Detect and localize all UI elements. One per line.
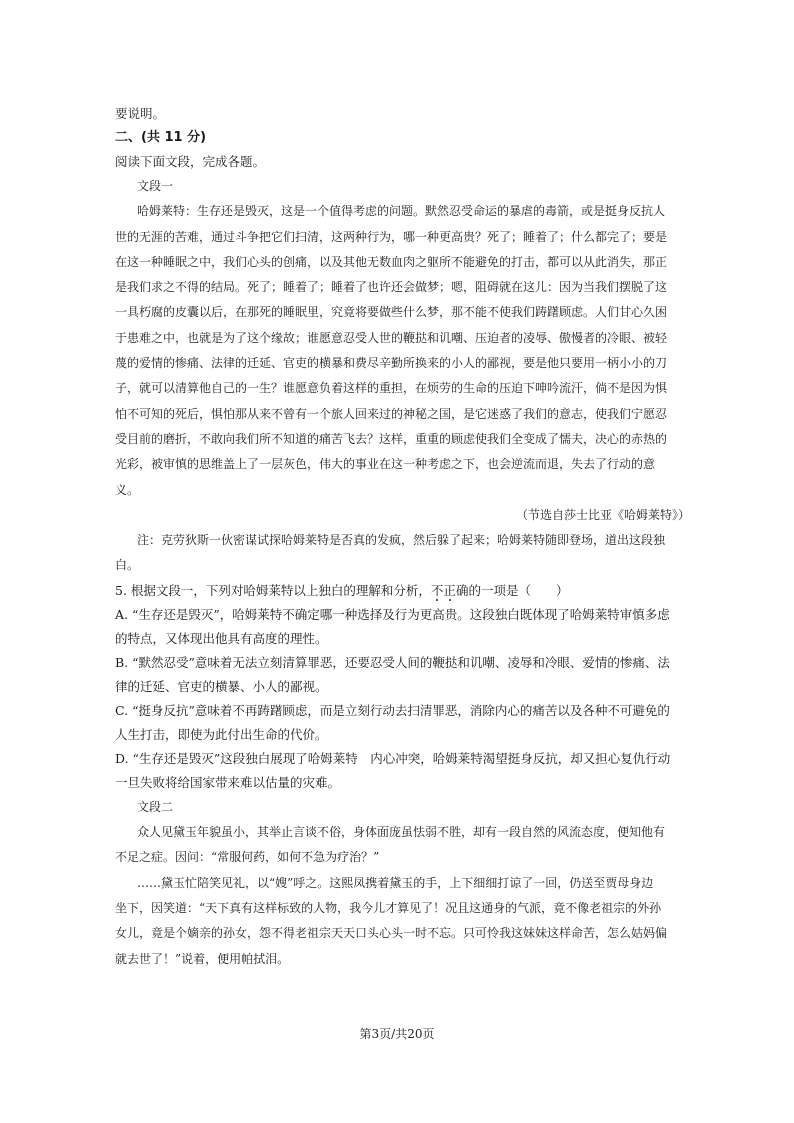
passage2-line: 坐下，因笑道：“天下真有这样标致的人物，我今儿才算见了！况且这通身的气派，竟不像老祖宗的外孙: [115, 900, 662, 915]
passage2-line: 众人见黛玉年貌虽小，其举止言谈不俗，身体面庞虽怯弱不胜，却有一段自然的风流态度，便知他有: [137, 825, 666, 840]
passage1-note: 白。: [115, 558, 140, 573]
question-stem: [115, 579, 690, 603]
passage2-line: 女儿，竟是个嫡亲的孙女，怨不得老祖宗天天口头心头一时不忘。只可怜我这妹妹这样命苦，怎么姑妈偏: [115, 926, 668, 941]
passage1-line: 世的无涯的苦难，通过斗争把它们扫清，这两种行为，哪一种更高贵？死了；睡着了；什么都完了；要是: [115, 229, 668, 244]
passage1-line: 受目前的磨折，不敢向我们所不知道的痛苦飞去？这样，重重的顾虑使我们全变成了懦夫，决心的赤热的: [115, 431, 668, 446]
passage1-line: 怕不可知的死后，惧怕那从来不曾有一个旅人回来过的神秘之国，是它迷惑了我们的意志，使我们宁愿忍: [115, 406, 668, 421]
passage1-line: 哈姆莱特：生存还是毁灭，这是一个值得考虑的问题。默然忍受命运的暴虐的毒箭，或是挺身反抗人: [137, 204, 666, 219]
option-c: C. “挺身反抗”意味着不再踌躇顾虑，而是立刻行动去扫清罪恶，消除内心的痛苦以及各种不可避免的: [115, 702, 670, 718]
passage2-line: ……黛玉忙陪笑见礼，以“嫂”呼之。这熙凤携着黛玉的手，上下细细打谅了一回，仍送至贾母身边: [137, 875, 654, 890]
passage1-line: 是我们求之不得的结局。死了；睡着了；睡着了也许还会做梦；嗯，阻碍就在这儿：因为当我们摆脱了这: [115, 280, 668, 295]
option-c-cont: 人生打击，即使为此付出生命的代价。: [115, 726, 328, 742]
passage1-line: 在这一种睡眠之中，我们心头的创痛，以及其他无数血肉之躯所不能避免的打击，都可以从此消失，那正: [115, 254, 668, 269]
option-d-cont: 一旦失败将给国家带来难以估量的灾难。: [115, 774, 341, 790]
passage1-source: （节选自莎士比亚《哈姆莱特》）: [515, 507, 690, 522]
option-a: A. “生存还是毁灭”，哈姆莱特不确定哪一种选择及行为更高贵。这段独白既体现了哈姆莱特审慎多虑: [115, 606, 670, 622]
passage1-line: 一具朽腐的皮囊以后，在那死的睡眠里，究竟将要做些什么梦，那不能不使我们踌躇顾虑。人们甘心久困: [115, 305, 668, 320]
section-title: 二、(共 11 分): [115, 130, 207, 145]
passage1-heading: 文段一: [137, 179, 174, 193]
passage2-heading: 文段二: [137, 799, 174, 814]
passage2-line: 不足之症。因问：“常服何药，如何不急为疗治？”: [115, 850, 380, 865]
passage1-text: [115, 199, 690, 503]
emphasis-dot-char: 正: [443, 582, 456, 598]
option-b: B. “默然忍受”意味着无法立刻清算罪恶，还要忍受人间的鞭挞和讥嘲、凌辱和冷眼、爱情的惨痛、法: [115, 654, 670, 670]
option-d: D. “生存还是毁灭”这段独白展现了哈姆莱特 内心冲突，哈姆莱特渴望挺身反抗，却又担心复仇行动: [115, 750, 671, 766]
option-b-cont: 律的迁延、官吏的横暴、小人的鄙视。: [115, 678, 328, 694]
passage1-line: 义。: [115, 482, 140, 497]
passage1-note: 注：克劳狄斯一伙密谋试探哈姆莱特是否真的发疯，然后躲了起来；哈姆莱特随即登场，道出这段独: [137, 533, 666, 548]
passage1-line: 光彩，被审慎的思维盖上了一层灰色，伟大的事业在这一种考虑之下，也会逆流而退，失去了行动的意: [115, 457, 656, 472]
question-stem-prefix: 5. 根据文段一，下列对哈姆莱特以上独白的理解和分析，: [115, 582, 431, 598]
emphasis-dot-char: 不: [430, 582, 444, 598]
passage2-line: 就去世了！”说着，便用帕拭泪。: [115, 951, 290, 966]
question-stem-suffix: 确的一项是（ ）: [455, 582, 569, 598]
instruction: 阅读下面文段，完成各题。: [115, 154, 266, 169]
passage1-line: 于患难之中，也就是为了这个缘故；谁愿意忍受人世的鞭挞和讥嘲、压迫者的凌辱、傲慢者的冷眼、被轻: [115, 330, 668, 345]
passage1-line: 子，就可以清算他自己的一生？谁愿意负着这样的重担，在烦劳的生命的压迫下呻吟流汗，倘不是因为惧: [115, 381, 668, 396]
top-line: 要说明。: [115, 106, 166, 121]
page-number: 第3页/共20页: [359, 1027, 435, 1041]
passage1-line: 蔑的爱情的惨痛、法律的迁延、官吏的横暴和费尽辛勤所换来的小人的鄙视，要是他只要用一柄小小的刀: [115, 356, 668, 371]
option-a-cont: 的特点，又体现出他具有高度的理性。: [115, 630, 328, 646]
document-page: [115, 102, 690, 972]
